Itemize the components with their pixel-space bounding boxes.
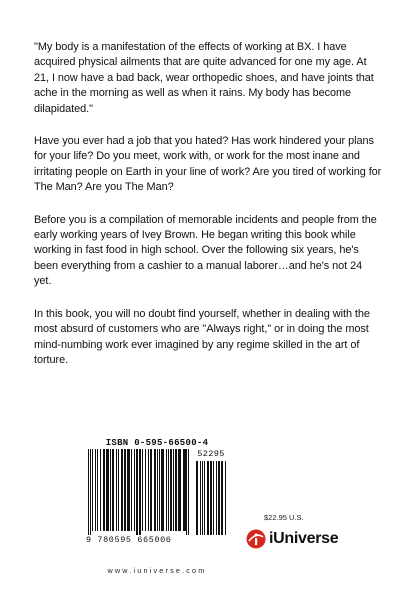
- quote-paragraph: "My body is a manifestation of the effects of working at BX. I have acquired physical ailments that are quite advanced for one my age. At 21, I now have a bad back, wear orthopedic shoes, and have joints that ache in the morning as well as when it rains. My body has become dilapidated.": [34, 41, 374, 115]
- barcode: [86, 438, 228, 560]
- iuniverse-logo-icon: [246, 529, 266, 549]
- questions-paragraph: Have you ever had a job that you hated? Has work hindered your plans for your life? Do you meet, work with, or work for the most inane and irritating people on Earth in your line of work? Are you tired of working for The Man? Are you The Man?: [34, 135, 382, 194]
- ean-digits: 9 780595 665006: [86, 535, 172, 545]
- isbn-label: ISBN 0-595-66500-4: [105, 438, 209, 448]
- back-cover-text: [34, 40, 382, 385]
- publisher-name: iUniverse: [269, 530, 339, 547]
- addon-digits: 52295: [197, 449, 225, 459]
- price-label: $22.95 U.S.: [264, 513, 304, 522]
- closing-paragraph: In this book, you will no doubt find yourself, whether in dealing with the most absurd of customers who are "Always right," or in doing the most mind-numbing work ever imagined by any regime skilled in the art of torture.: [34, 307, 370, 366]
- publisher-website: www.iuniverse.com: [107, 566, 207, 575]
- barcode-bars: [86, 449, 228, 535]
- author-paragraph: Before you is a compilation of memorable incidents and people from the early working years of Ivey Brown. He began writing this book while working in fast food in high school. Over the following six years, he's been everything from a cashier to a manual laborer…and he's not 24 yet.: [34, 213, 377, 288]
- publisher-logo: [246, 528, 338, 550]
